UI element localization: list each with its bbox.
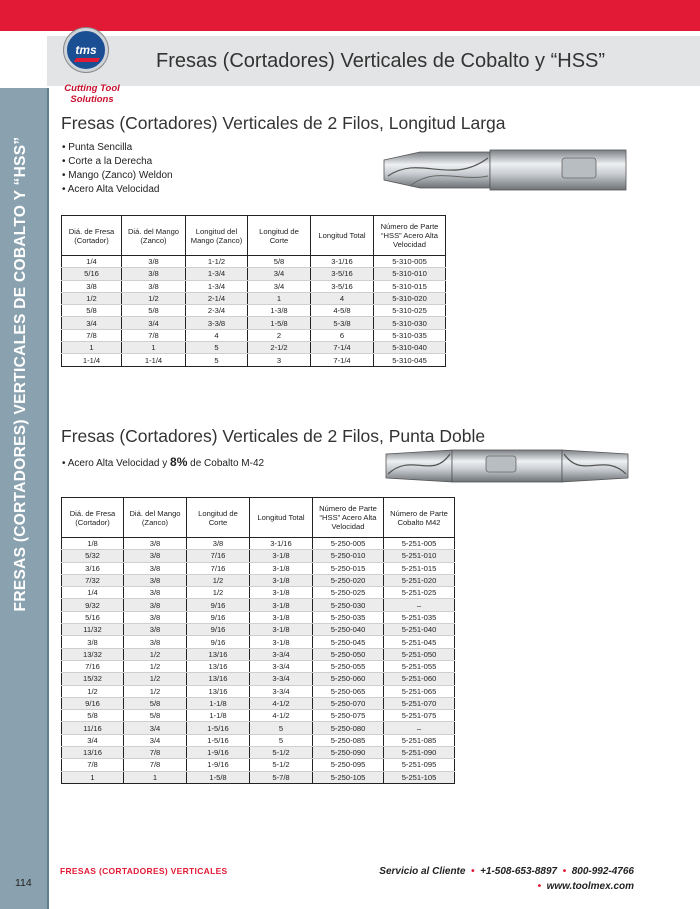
table-cell: 5-251-065 bbox=[384, 685, 455, 697]
table-cell: 1 bbox=[122, 342, 186, 354]
table-cell: 3/4 bbox=[62, 317, 122, 329]
table-cell: 1-9/16 bbox=[187, 747, 250, 759]
table-cell: 5-250-015 bbox=[313, 562, 384, 574]
table-cell: 3-1/8 bbox=[250, 574, 313, 586]
bullet-item: • Acero Alta Velocidad bbox=[62, 183, 173, 197]
table-row bbox=[62, 574, 455, 586]
table-cell: – bbox=[384, 722, 455, 734]
table-cell: 5-251-075 bbox=[384, 710, 455, 722]
table-cell: 5-310-025 bbox=[374, 305, 446, 317]
table-cell: 1/4 bbox=[62, 587, 124, 599]
table-cell: 9/32 bbox=[62, 599, 124, 611]
section1-bullets bbox=[62, 141, 173, 197]
table-cell: 5 bbox=[186, 342, 248, 354]
table-cell: 1/2 bbox=[124, 673, 187, 685]
table-cell: 5-251-085 bbox=[384, 734, 455, 746]
table-cell: 5/16 bbox=[62, 611, 124, 623]
table-cell: 1-1/4 bbox=[122, 354, 186, 366]
table-row bbox=[62, 660, 455, 672]
table-cell: 7-1/4 bbox=[311, 342, 374, 354]
table-row bbox=[62, 685, 455, 697]
table-header: Longitud de Corte bbox=[187, 498, 250, 538]
table-cell: 13/16 bbox=[62, 747, 124, 759]
table-cell: 2-3/4 bbox=[186, 305, 248, 317]
table-cell: 5-250-075 bbox=[313, 710, 384, 722]
table-cell: 1/2 bbox=[62, 292, 122, 304]
table-cell: 1 bbox=[62, 342, 122, 354]
table-cell: 5/8 bbox=[124, 710, 187, 722]
bullet-item: • Punta Sencilla bbox=[62, 141, 173, 155]
table-cell: 1/4 bbox=[62, 256, 122, 268]
table-cell: 1/8 bbox=[62, 538, 124, 550]
table-cell: 3/8 bbox=[122, 268, 186, 280]
tms-logo bbox=[64, 28, 108, 72]
table-cell: 3-3/4 bbox=[250, 685, 313, 697]
table-cell: 3/8 bbox=[62, 636, 124, 648]
table-cell: 5-251-060 bbox=[384, 673, 455, 685]
table-row bbox=[62, 587, 455, 599]
table-cell: 2-1/4 bbox=[186, 292, 248, 304]
side-vertical-title: FRESAS (CORTADORES) VERTICALES DE COBALTO Y “HSS” bbox=[12, 136, 29, 612]
table-cell: 3/8 bbox=[124, 599, 187, 611]
table-cell: 7/8 bbox=[122, 329, 186, 341]
table-cell: 1 bbox=[124, 771, 187, 783]
table-row bbox=[62, 648, 455, 660]
end-mill-long-illustration bbox=[380, 146, 630, 194]
tagline-line2: Solutions bbox=[70, 94, 114, 105]
table-cell: 5-251-025 bbox=[384, 587, 455, 599]
table-cell: 13/16 bbox=[187, 685, 250, 697]
table-cell: 5/16 bbox=[62, 268, 122, 280]
table-cell: 5-251-105 bbox=[384, 771, 455, 783]
table-cell: 5-310-020 bbox=[374, 292, 446, 304]
table-cell: 4 bbox=[186, 329, 248, 341]
section2-table bbox=[61, 497, 455, 784]
table-cell: 1-3/4 bbox=[186, 280, 248, 292]
footer-contact bbox=[379, 864, 634, 894]
table-cell: 5-250-105 bbox=[313, 771, 384, 783]
table-cell: 5-310-035 bbox=[374, 329, 446, 341]
table-cell: 7/8 bbox=[62, 329, 122, 341]
table-cell: 5-310-005 bbox=[374, 256, 446, 268]
table-cell: 13/16 bbox=[187, 648, 250, 660]
table-cell: 1/2 bbox=[124, 685, 187, 697]
table-cell: 11/32 bbox=[62, 624, 124, 636]
table-cell: 3-5/16 bbox=[311, 268, 374, 280]
table-cell: 1-5/16 bbox=[187, 722, 250, 734]
table-cell: 4-1/2 bbox=[250, 697, 313, 709]
table-header: Longitud del Mango (Zanco) bbox=[186, 216, 248, 256]
table-cell: 5/8 bbox=[62, 710, 124, 722]
table-cell: 3-1/8 bbox=[250, 599, 313, 611]
table-cell: 1-1/8 bbox=[187, 710, 250, 722]
table-cell: 1-1/4 bbox=[62, 354, 122, 366]
top-red-band bbox=[0, 0, 700, 31]
table-row bbox=[62, 329, 446, 341]
table-row bbox=[62, 305, 446, 317]
table-cell: 5-250-040 bbox=[313, 624, 384, 636]
phone-1[interactable]: +1-508-653-8897 bbox=[480, 866, 558, 877]
table-cell: 1/2 bbox=[187, 574, 250, 586]
table-cell: 1 bbox=[62, 771, 124, 783]
table-cell: 3/8 bbox=[124, 611, 187, 623]
table-cell: 5-250-095 bbox=[313, 759, 384, 771]
table-cell: 3-1/8 bbox=[250, 636, 313, 648]
side-rule bbox=[47, 88, 49, 909]
table-cell: 5/8 bbox=[124, 697, 187, 709]
table-row bbox=[62, 268, 446, 280]
table-cell: 1/2 bbox=[62, 685, 124, 697]
table-header: Diá. del Mango (Zanco) bbox=[122, 216, 186, 256]
bullet-dot-icon: • bbox=[537, 881, 544, 892]
table-cell: 3/8 bbox=[124, 538, 187, 550]
table-cell: 7/16 bbox=[187, 550, 250, 562]
table-row bbox=[62, 697, 455, 709]
cobalt-percent: 8% bbox=[170, 455, 188, 469]
table-cell: 3/8 bbox=[124, 636, 187, 648]
table-row bbox=[62, 317, 446, 329]
table-cell: 9/16 bbox=[187, 636, 250, 648]
table-cell: 11/16 bbox=[62, 722, 124, 734]
table-row bbox=[62, 722, 455, 734]
table-cell: 3/8 bbox=[124, 562, 187, 574]
table-cell: 5-251-055 bbox=[384, 660, 455, 672]
table-cell: 5-251-070 bbox=[384, 697, 455, 709]
table-cell: 7/8 bbox=[124, 759, 187, 771]
table-cell: 3 bbox=[248, 354, 311, 366]
page-title: Fresas (Cortadores) Verticales de Cobalto y “HSS” bbox=[156, 50, 606, 72]
logo-text: tms bbox=[75, 43, 97, 57]
tagline-line1: Cutting Tool bbox=[64, 83, 120, 94]
table-cell: 5/32 bbox=[62, 550, 124, 562]
table-header: Diá. de Fresa (Cortador) bbox=[62, 498, 124, 538]
table-row bbox=[62, 538, 455, 550]
table-cell: 5-250-020 bbox=[313, 574, 384, 586]
table-cell: 3/8 bbox=[124, 587, 187, 599]
table-cell: 5-250-085 bbox=[313, 734, 384, 746]
table-cell: 1 bbox=[248, 292, 311, 304]
bullet-text: de Cobalto M-42 bbox=[187, 458, 265, 469]
table-cell: 1-3/8 bbox=[248, 305, 311, 317]
table-cell: 5-250-045 bbox=[313, 636, 384, 648]
table-cell: 5-250-005 bbox=[313, 538, 384, 550]
table-cell: 5 bbox=[250, 734, 313, 746]
table-cell: 1-1/8 bbox=[187, 697, 250, 709]
table-row bbox=[62, 342, 446, 354]
page-number: 114 bbox=[15, 877, 32, 889]
table-cell: 13/16 bbox=[187, 673, 250, 685]
table-cell: 3/4 bbox=[124, 722, 187, 734]
table-row bbox=[62, 759, 455, 771]
table-cell: 4 bbox=[311, 292, 374, 304]
table-cell: 7-1/4 bbox=[311, 354, 374, 366]
table-cell: 7/16 bbox=[62, 660, 124, 672]
table-cell: 3/16 bbox=[62, 562, 124, 574]
table-cell: 1-9/16 bbox=[187, 759, 250, 771]
bullet-dot-icon: • bbox=[468, 866, 478, 877]
table-cell: 7/8 bbox=[124, 747, 187, 759]
table-cell: 3/4 bbox=[248, 280, 311, 292]
table-cell: 1/2 bbox=[122, 292, 186, 304]
table-cell: 3/8 bbox=[122, 256, 186, 268]
table-cell: 5-250-010 bbox=[313, 550, 384, 562]
table-cell: 3-1/16 bbox=[250, 538, 313, 550]
table-cell: 7/16 bbox=[187, 562, 250, 574]
table-row bbox=[62, 256, 446, 268]
table-cell: 3/4 bbox=[62, 734, 124, 746]
table-cell: 5-251-020 bbox=[384, 574, 455, 586]
table-cell: 1-1/2 bbox=[186, 256, 248, 268]
table-cell: 5-250-050 bbox=[313, 648, 384, 660]
table-row bbox=[62, 280, 446, 292]
table-cell: 5-251-050 bbox=[384, 648, 455, 660]
table-cell: 3-3/4 bbox=[250, 648, 313, 660]
table-cell: 1/2 bbox=[187, 587, 250, 599]
table-cell: 5 bbox=[250, 722, 313, 734]
table-row bbox=[62, 734, 455, 746]
table-cell: 5-251-045 bbox=[384, 636, 455, 648]
table-cell: 5 bbox=[186, 354, 248, 366]
table-cell: 3-1/8 bbox=[250, 587, 313, 599]
table-cell: 13/16 bbox=[187, 660, 250, 672]
footer-section-label: FRESAS (CORTADORES) VERTICALES bbox=[60, 866, 228, 876]
table-cell: 5-251-005 bbox=[384, 538, 455, 550]
logo-swoosh-icon bbox=[74, 58, 100, 62]
table-cell: 5-310-010 bbox=[374, 268, 446, 280]
table-cell: 5-310-015 bbox=[374, 280, 446, 292]
bullet-item: • Mango (Zanco) Weldon bbox=[62, 169, 173, 183]
table-cell: 3-3/4 bbox=[250, 673, 313, 685]
table-row bbox=[62, 562, 455, 574]
table-cell: 3-1/8 bbox=[250, 550, 313, 562]
section1-table bbox=[61, 215, 446, 367]
table-cell: 6 bbox=[311, 329, 374, 341]
table-cell: 1-5/16 bbox=[187, 734, 250, 746]
bullet-item bbox=[62, 455, 264, 471]
table-cell: 1/2 bbox=[124, 660, 187, 672]
tagline bbox=[60, 83, 124, 105]
table-cell: 5-251-095 bbox=[384, 759, 455, 771]
table-cell: 3-5/16 bbox=[311, 280, 374, 292]
table-row bbox=[62, 771, 455, 783]
table-cell: 4-1/2 bbox=[250, 710, 313, 722]
bullet-dot-icon: • bbox=[559, 866, 569, 877]
table-cell: 5-3/8 bbox=[311, 317, 374, 329]
table-header: Longitud Total bbox=[311, 216, 374, 256]
table-cell: 5-310-030 bbox=[374, 317, 446, 329]
table-header: Longitud Total bbox=[250, 498, 313, 538]
section1-title: Fresas (Cortadores) Verticales de 2 Filos, Longitud Larga bbox=[61, 113, 506, 133]
table-cell: 3-1/16 bbox=[311, 256, 374, 268]
table-cell: 5-250-090 bbox=[313, 747, 384, 759]
table-header: Número de Parte “HSS” Acero Alta Velocidad bbox=[374, 216, 446, 256]
table-cell: 9/16 bbox=[187, 624, 250, 636]
table-cell: 3-1/8 bbox=[250, 562, 313, 574]
table-cell: 5-251-090 bbox=[384, 747, 455, 759]
table-cell: 3-3/8 bbox=[186, 317, 248, 329]
table-row bbox=[62, 550, 455, 562]
table-header: Diá. del Mango (Zanco) bbox=[124, 498, 187, 538]
table-cell: 7/8 bbox=[62, 759, 124, 771]
table-cell: 9/16 bbox=[187, 599, 250, 611]
table-cell: 5-251-035 bbox=[384, 611, 455, 623]
table-cell: 9/16 bbox=[187, 611, 250, 623]
table-cell: 5-250-060 bbox=[313, 673, 384, 685]
table-row bbox=[62, 624, 455, 636]
table-cell: 3/4 bbox=[122, 317, 186, 329]
bullet-item: • Corte a la Derecha bbox=[62, 155, 173, 169]
table-cell: 5-251-010 bbox=[384, 550, 455, 562]
table-cell: 5-250-055 bbox=[313, 660, 384, 672]
table-header: Número de Parte “HSS” Acero Alta Velocidad bbox=[313, 498, 384, 538]
table-cell: 5-7/8 bbox=[250, 771, 313, 783]
table-cell: 5-1/2 bbox=[250, 747, 313, 759]
table-cell: 5-250-080 bbox=[313, 722, 384, 734]
table-cell: 5/8 bbox=[122, 305, 186, 317]
section2-title: Fresas (Cortadores) Verticales de 2 Filos, Punta Doble bbox=[61, 426, 486, 446]
table-cell: 3/8 bbox=[124, 550, 187, 562]
table-cell: 7/32 bbox=[62, 574, 124, 586]
table-cell: 9/16 bbox=[62, 697, 124, 709]
table-cell: 1-5/8 bbox=[248, 317, 311, 329]
table-cell: 1-5/8 bbox=[187, 771, 250, 783]
end-mill-double-illustration bbox=[382, 446, 632, 486]
table-header: Número de Parte Cobalto M42 bbox=[384, 498, 455, 538]
table-cell: 5/8 bbox=[62, 305, 122, 317]
service-label: Servicio al Cliente bbox=[379, 866, 466, 877]
table-cell: 4-5/8 bbox=[311, 305, 374, 317]
table-cell: 3-1/8 bbox=[250, 624, 313, 636]
website-link[interactable]: www.toolmex.com bbox=[546, 881, 634, 892]
table-cell: 5-250-065 bbox=[313, 685, 384, 697]
table-cell: 1/2 bbox=[124, 648, 187, 660]
table-cell: 3-1/8 bbox=[250, 611, 313, 623]
table-cell: 3/8 bbox=[124, 574, 187, 586]
table-cell: 5-250-025 bbox=[313, 587, 384, 599]
table-cell: 5-251-040 bbox=[384, 624, 455, 636]
table-row bbox=[62, 747, 455, 759]
table-header: Longitud de Corte bbox=[248, 216, 311, 256]
table-cell: 3/8 bbox=[187, 538, 250, 550]
bullet-text: Acero Alta Velocidad y bbox=[67, 458, 171, 469]
table-header: Diá. de Fresa (Cortador) bbox=[62, 216, 122, 256]
table-cell: 2 bbox=[248, 329, 311, 341]
table-cell: 13/32 bbox=[62, 648, 124, 660]
table-cell: 2-1/2 bbox=[248, 342, 311, 354]
table-row bbox=[62, 599, 455, 611]
table-cell: 1-3/4 bbox=[186, 268, 248, 280]
table-cell: 3-3/4 bbox=[250, 660, 313, 672]
table-row bbox=[62, 611, 455, 623]
table-cell: 5-310-040 bbox=[374, 342, 446, 354]
table-cell: – bbox=[384, 599, 455, 611]
table-cell: 3/8 bbox=[122, 280, 186, 292]
table-row bbox=[62, 636, 455, 648]
section2-bullets bbox=[62, 455, 264, 471]
table-row bbox=[62, 710, 455, 722]
table-cell: 15/32 bbox=[62, 673, 124, 685]
table-cell: 5-250-070 bbox=[313, 697, 384, 709]
table-cell: 5-310-045 bbox=[374, 354, 446, 366]
table-cell: 5-250-035 bbox=[313, 611, 384, 623]
table-cell: 5-251-015 bbox=[384, 562, 455, 574]
table-row bbox=[62, 354, 446, 366]
table-cell: 5-250-030 bbox=[313, 599, 384, 611]
phone-2[interactable]: 800-992-4766 bbox=[571, 866, 634, 877]
table-cell: 3/8 bbox=[62, 280, 122, 292]
table-row bbox=[62, 292, 446, 304]
table-row bbox=[62, 673, 455, 685]
table-cell: 3/4 bbox=[248, 268, 311, 280]
table-cell: 3/8 bbox=[124, 624, 187, 636]
table-cell: 5/8 bbox=[248, 256, 311, 268]
table-cell: 3/4 bbox=[124, 734, 187, 746]
table-cell: 5-1/2 bbox=[250, 759, 313, 771]
